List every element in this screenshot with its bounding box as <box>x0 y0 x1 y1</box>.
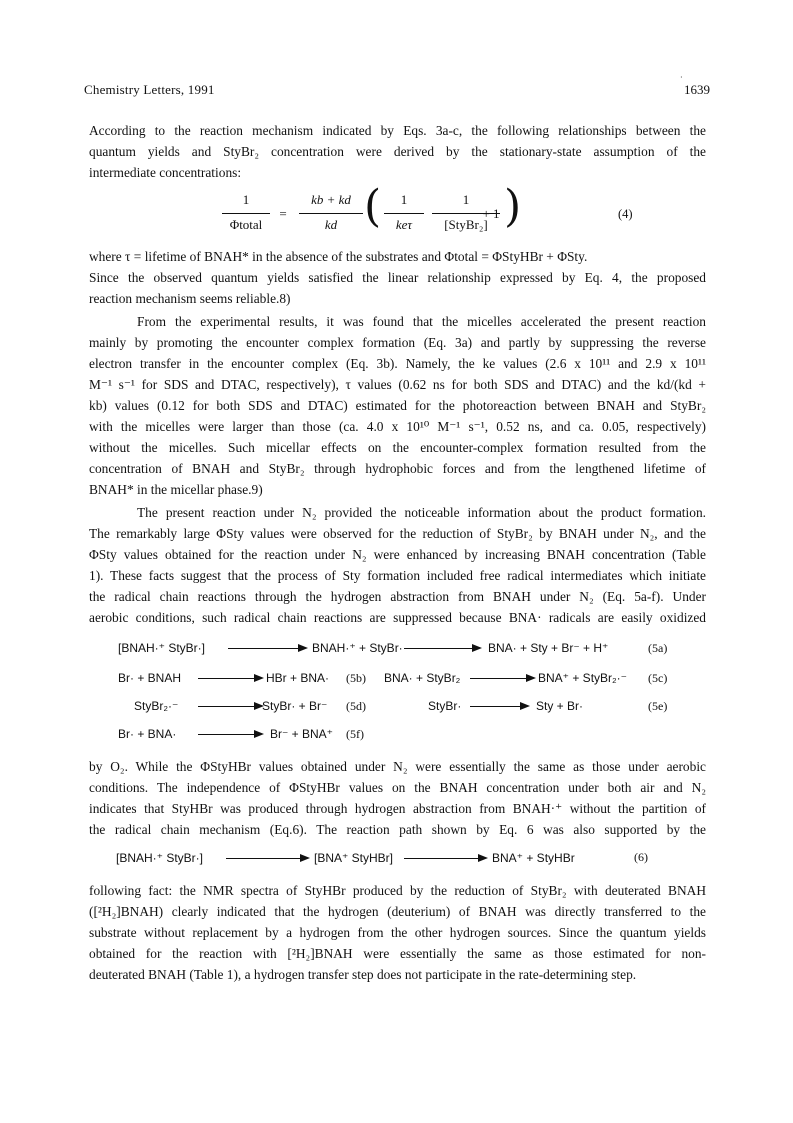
eq4-term1-numerator: 1 <box>400 192 408 207</box>
rx5e-arrow <box>470 700 530 712</box>
eq4-lhs-fraction-bar <box>222 213 270 214</box>
rx6-intermediate: [BNA⁺ StyHBr] <box>314 851 394 865</box>
eq4-right-paren: ) <box>504 181 522 232</box>
p5-line-5: deuterated BNAH (Table 1), a hydrogen transfer step does not participate in the rate-determining step. <box>89 967 637 982</box>
p2-line-8: concentration of BNAH and StyBr₂ through hydrophobic forces and from the lengthened lifetime of <box>89 461 706 476</box>
p3-line-3: ΦSty values obtained for the reaction under N₂ were enhanced by increasing BNAH concentration (Table <box>89 547 706 562</box>
p3-line-5: the radical chain reactions through the hydrogen abstraction from BNAH under N₂ (Eq. 5a-f). Under <box>89 589 706 604</box>
p5-line-2: ([²H₂]BNAH) clearly indicated that the hydrogen (deuterium) of BNAH was directly transferred to the <box>89 904 706 919</box>
eq4-mid-fraction-bar <box>299 213 363 214</box>
rx5f-arrow <box>198 728 264 740</box>
header-mark: · <box>680 73 683 82</box>
rx5d-reactant: StyBr₂·⁻ <box>134 699 179 713</box>
p2-line-9: BNAH* in the micellar phase.9) <box>89 482 263 497</box>
eq4-equals: = <box>279 206 287 221</box>
intro-line-1: According to the reaction mechanism indicated by Eqs. 3a-c, the following relationships between the <box>89 123 706 138</box>
rx5b-products: HBr + BNA· <box>266 671 330 685</box>
p3-line-1: The present reaction under N₂ provided the noticeable information about the product formation. <box>137 505 706 520</box>
running-header-journal: Chemistry Letters, 1991 <box>84 82 215 97</box>
rx5e-products: Sty + Br· <box>536 699 584 713</box>
rx5f-reactants: Br· + BNA· <box>118 727 177 741</box>
p3-line-2: The remarkably large ΦSty values were observed for the reduction of StyBr₂ by BNAH under N₂, and the <box>89 526 706 541</box>
rx5a-arrow-1 <box>228 642 308 654</box>
reliable-line: reaction mechanism seems reliable.8) <box>89 291 291 306</box>
p5-line-4: obtained for the reaction with [²H₂]BNAH were essentially the same as those estimated for non- <box>89 946 706 961</box>
rx5a-number: (5a) <box>648 641 668 655</box>
p5-line-3: substrate without replacement by a hydrogen from the other hydrogen sources. Since the quantum yields <box>89 925 706 940</box>
p4-line-3: indicates that StyHBr was produced through hydrogen abstraction from BNAH·⁺ without the partition of <box>89 801 706 816</box>
p4-line-1: by O₂. While the ΦStyHBr values obtained under N₂ were essentially the same as those under aerobic <box>89 759 706 774</box>
eq4-mid-denominator: kd <box>324 217 338 232</box>
eq4-mid-numerator: kb + kd <box>311 192 351 207</box>
rx6-arrow-2 <box>404 852 488 864</box>
p2-line-7: without the micelles. Such micellar effects on the encounter-complex formation resulted from the <box>89 440 706 455</box>
intro-line-2: quantum yields and StyBr₂ concentration were derived by the stationary-state assumption of the <box>89 144 706 159</box>
p2-line-3: electron transfer in the encounter complex (Eq. 3b). Namely, the ke values (2.6 x 10¹¹ and 2.9 x 10¹¹ <box>89 356 706 371</box>
rx5b-arrow <box>198 672 264 684</box>
eq4-lhs-denominator: Φtotal <box>229 217 263 232</box>
rx5a-products: BNA· + Sty + Br⁻ + H⁺ <box>488 641 609 655</box>
rx5f-number: (5f) <box>346 727 364 741</box>
p3-line-6: aerobic conditions, such radical chain reactions are suppressed because BNA· radicals are easily oxidized <box>89 610 706 625</box>
rx6-number: (6) <box>634 850 648 864</box>
p2-line-1: From the experimental results, it was found that the micelles accelerated the present reaction <box>137 314 706 329</box>
since-line: Since the observed quantum yields satisfied the linear relationship expressed by Eq. 4, the proposed <box>89 270 706 285</box>
rx6-products: BNA⁺ + StyHBr <box>492 851 575 865</box>
eq4-term1-denominator: keτ <box>395 217 413 232</box>
rx5a-intermediate: BNAH·⁺ + StyBr· <box>312 641 403 655</box>
eq4-term2-denominator: [StyBr₂] <box>444 217 488 232</box>
rx5e-reactant: StyBr· <box>428 699 462 713</box>
rx5d-number: (5d) <box>346 699 366 713</box>
eq4-term1-fraction-bar <box>384 213 424 214</box>
rx5a-arrow-2 <box>404 642 482 654</box>
rx5c-number: (5c) <box>648 671 668 685</box>
p2-line-5: kb) values (0.12 for both SDS and DTAC) estimated for the photoreaction between BNAH and StyBr₂ <box>89 398 706 413</box>
eq4-plus-one: + 1 <box>482 206 500 221</box>
page-number: 1639 <box>684 82 710 97</box>
eq4-number: (4) <box>618 207 633 221</box>
p2-line-4: M⁻¹ s⁻¹ for SDS and DTAC, respectively), τ values (0.62 ns for both SDS and DTAC) and the kd/(kd + <box>89 377 706 392</box>
rx5b-number: (5b) <box>346 671 366 685</box>
rx5f-products: Br⁻ + BNA⁺ <box>270 727 334 741</box>
eq4-term2-numerator: 1 <box>462 192 470 207</box>
p4-line-4: the radical chain mechanism (Eq.6). The reaction path shown by Eq. 6 was also supported by the <box>89 822 706 837</box>
where-line: where τ = lifetime of BNAH* in the absence of the substrates and Φtotal = ΦStyHBr + ΦSty. <box>89 249 588 264</box>
p2-line-2: mainly by promoting the encounter complex formation (Eq. 3a) and partly by suppressing the reverse <box>89 335 706 350</box>
rx5b-reactants: Br· + BNAH <box>118 671 182 685</box>
eq4-left-paren: ( <box>364 181 382 232</box>
rx6-reactant: [BNAH·⁺ StyBr·] <box>116 851 204 865</box>
rx5c-products: BNA⁺ + StyBr₂·⁻ <box>538 671 628 685</box>
rx5d-arrow <box>198 700 264 712</box>
p4-line-2: conditions. The independence of ΦStyHBr values on the BNAH concentration under both air and N₂ <box>89 780 706 795</box>
p2-line-6: with the micelles were larger than those (ca. 4.0 x 10¹⁰ M⁻¹ s⁻¹, 0.52 ns, and ca. 0.05, respectively) <box>89 419 706 434</box>
intro-line-3: intermediate concentrations: <box>89 165 242 180</box>
eq4-lhs-numerator: 1 <box>242 192 250 207</box>
rx5c-arrow <box>470 672 536 684</box>
rx5e-number: (5e) <box>648 699 668 713</box>
rx6-arrow-1 <box>226 852 310 864</box>
p5-line-1: following fact: the NMR spectra of StyHBr produced by the reduction of StyBr₂ with deuterated BNAH <box>89 883 706 898</box>
rx5a-reactant: [BNAH·⁺ StyBr·] <box>118 641 206 655</box>
rx5c-reactants: BNA· + StyBr₂ <box>384 671 461 685</box>
p3-line-4: 1). These facts suggest that the process of Sty formation included free radical intermediates which initiate <box>89 568 706 583</box>
rx5d-products: StyBr· + Br⁻ <box>262 699 328 713</box>
